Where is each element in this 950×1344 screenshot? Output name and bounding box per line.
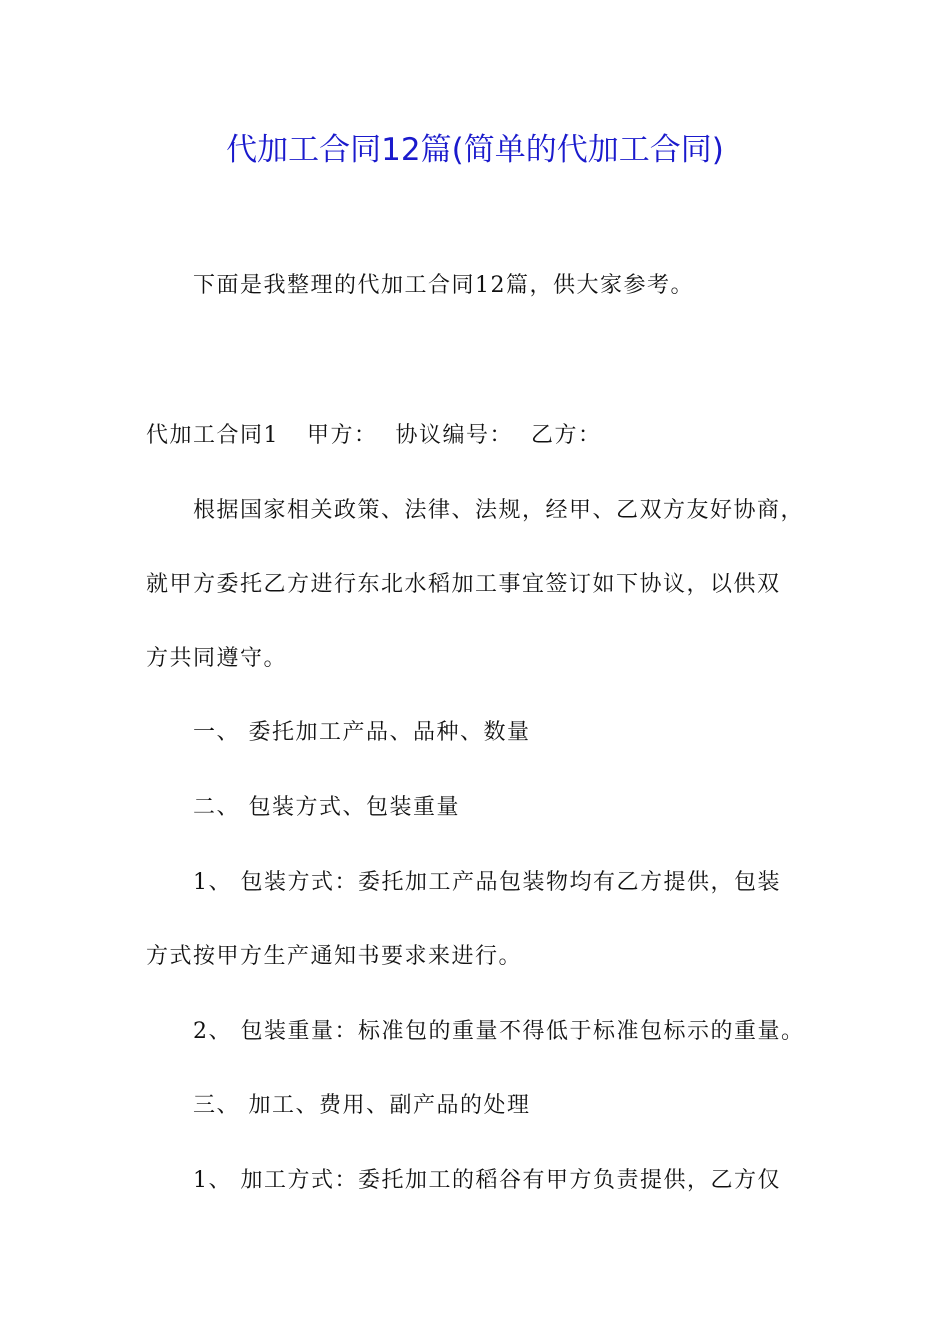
intro-paragraph: 下面是我整理的代加工合同12篇，供大家参考。 — [193, 273, 694, 298]
section-heading-3: 三、 加工、费用、副产品的处理 — [193, 1093, 531, 1118]
list-item-line: 1、 包装方式：委托加工产品包装物均有乙方提供，包装 — [193, 870, 781, 895]
contract-name: 代加工合同1 — [146, 423, 279, 448]
document-title: 代加工合同12篇(简单的代加工合同) — [226, 132, 724, 168]
list-item-line: 2、 包装重量：标准包的重量不得低于标准包标示的重量。 — [193, 1019, 805, 1044]
agreement-number-label: 协议编号： — [395, 423, 514, 448]
list-item-line: 方式按甲方生产通知书要求来进行。 — [146, 944, 523, 969]
section-heading-1: 一、 委托加工产品、品种、数量 — [193, 720, 531, 745]
paragraph-line: 方共同遵守。 — [146, 646, 288, 671]
paragraph-line: 根据国家相关政策、法律、法规，经甲、乙双方友好协商， — [193, 498, 805, 523]
paragraph-line: 就甲方委托乙方进行东北水稻加工事宜签订如下协议，以供双 — [146, 572, 781, 597]
party-b-label: 乙方： — [531, 423, 602, 448]
party-a-label: 甲方： — [307, 423, 378, 448]
list-item-line: 1、 加工方式：委托加工的稻谷有甲方负责提供，乙方仅 — [193, 1168, 781, 1193]
contract-heading — [146, 421, 602, 451]
section-heading-2: 二、 包装方式、包装重量 — [193, 795, 460, 820]
